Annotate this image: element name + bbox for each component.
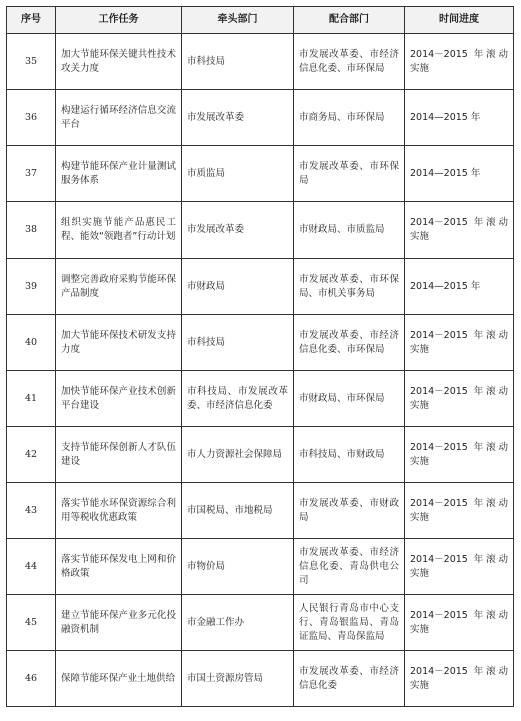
row-number: 41: [7, 371, 56, 427]
row-number: 39: [7, 259, 56, 315]
table-row: [7, 427, 514, 483]
coop-dept-cell: 市发展改革委、市经济信息化委、青岛供电公司: [294, 539, 405, 595]
task-cell: 落实节能水环保资源综合利用等税收优惠政策: [56, 483, 182, 539]
row-number: 46: [7, 651, 56, 707]
task-cell: 构建运行循环经济信息交流平台: [56, 90, 182, 146]
lead-dept-cell: 市发展改革委: [182, 202, 294, 259]
header-lead: 牵头部门: [182, 7, 294, 34]
row-number: 42: [7, 427, 56, 483]
header-task: 工作任务: [56, 7, 182, 34]
row-number: 43: [7, 483, 56, 539]
coop-dept-cell: 市发展改革委、市经济信息化委: [294, 651, 405, 707]
row-number: 44: [7, 539, 56, 595]
task-cell: 组织实施节能产品惠民工程、能效“领跑者”行动计划: [56, 202, 182, 259]
task-cell: 加大节能环保关键共性技术攻关力度: [56, 34, 182, 90]
lead-dept-cell: 市科技局: [182, 315, 294, 371]
table-row: [7, 483, 514, 539]
row-number: 40: [7, 315, 56, 371]
task-cell: 加大节能环保技术研发支持力度: [56, 315, 182, 371]
table-row: [7, 202, 514, 259]
lead-dept-cell: 市金融工作办: [182, 595, 294, 651]
header-no: 序号: [7, 7, 56, 34]
coop-dept-cell: 人民银行青岛市中心支行、青岛银监局、青岛证监局、青岛保监局: [294, 595, 405, 651]
task-cell: 调整完善政府采购节能环保产品制度: [56, 259, 182, 315]
row-number: 37: [7, 146, 56, 202]
lead-dept-cell: 市科技局: [182, 34, 294, 90]
table-row: [7, 371, 514, 427]
schedule-cell: 2014－2015 年滚动实施: [405, 595, 514, 651]
lead-dept-cell: 市国税局、市地税局: [182, 483, 294, 539]
lead-dept-cell: 市国土资源房管局: [182, 651, 294, 707]
table-row: [7, 651, 514, 707]
table-body: [7, 34, 514, 707]
schedule-cell: 2014－2015 年滚动实施: [405, 202, 514, 259]
task-cell: 构建节能环保产业计量测试服务体系: [56, 146, 182, 202]
coop-dept-cell: 市财政局、市环保局: [294, 371, 405, 427]
row-number: 35: [7, 34, 56, 90]
table-row: [7, 595, 514, 651]
row-number: 36: [7, 90, 56, 146]
task-cell: 加快节能环保产业技术创新平台建设: [56, 371, 182, 427]
coop-dept-cell: 市发展改革委、市经济信息化委、市环保局: [294, 315, 405, 371]
schedule-cell: 2014—2015 年: [405, 146, 514, 202]
schedule-cell: 2014－2015 年滚动实施: [405, 34, 514, 90]
table-row: [7, 34, 514, 90]
header-row: [7, 7, 514, 34]
header-coop: 配合部门: [294, 7, 405, 34]
lead-dept-cell: 市科技局、市发展改革委、市经济信息化委: [182, 371, 294, 427]
lead-dept-cell: 市发展改革委: [182, 90, 294, 146]
header-time: 时间进度: [405, 7, 514, 34]
coop-dept-cell: 市发展改革委、市财政局: [294, 483, 405, 539]
table-row: [7, 259, 514, 315]
table-row: [7, 90, 514, 146]
coop-dept-cell: 市发展改革委、市环保局、市机关事务局: [294, 259, 405, 315]
row-number: 38: [7, 202, 56, 259]
task-cell: 保障节能环保产业土地供给: [56, 651, 182, 707]
row-number: 45: [7, 595, 56, 651]
schedule-cell: 2014－2015 年滚动实施: [405, 427, 514, 483]
lead-dept-cell: 市物价局: [182, 539, 294, 595]
schedule-cell: 2014－2015 年滚动实施: [405, 483, 514, 539]
coop-dept-cell: 市发展改革委、市环保局: [294, 146, 405, 202]
task-cell: 落实节能环保发电上网和价格政策: [56, 539, 182, 595]
lead-dept-cell: 市财政局: [182, 259, 294, 315]
schedule-cell: 2014—2015 年: [405, 259, 514, 315]
coop-dept-cell: 市科技局、市财政局: [294, 427, 405, 483]
coop-dept-cell: 市财政局、市质监局: [294, 202, 405, 259]
schedule-cell: 2014—2015 年: [405, 90, 514, 146]
task-cell: 建立节能环保产业多元化投融资机制: [56, 595, 182, 651]
table-row: [7, 146, 514, 202]
table-row: [7, 315, 514, 371]
coop-dept-cell: 市商务局、市环保局: [294, 90, 405, 146]
task-table: [6, 6, 514, 707]
lead-dept-cell: 市质监局: [182, 146, 294, 202]
schedule-cell: 2014－2015 年滚动实施: [405, 651, 514, 707]
schedule-cell: 2014－2015 年滚动实施: [405, 315, 514, 371]
table-row: [7, 539, 514, 595]
schedule-cell: 2014－2015 年滚动实施: [405, 539, 514, 595]
schedule-cell: 2014－2015 年滚动实施: [405, 371, 514, 427]
coop-dept-cell: 市发展改革委、市经济信息化委、市环保局: [294, 34, 405, 90]
lead-dept-cell: 市人力资源社会保障局: [182, 427, 294, 483]
task-cell: 支持节能环保创新人才队伍建设: [56, 427, 182, 483]
